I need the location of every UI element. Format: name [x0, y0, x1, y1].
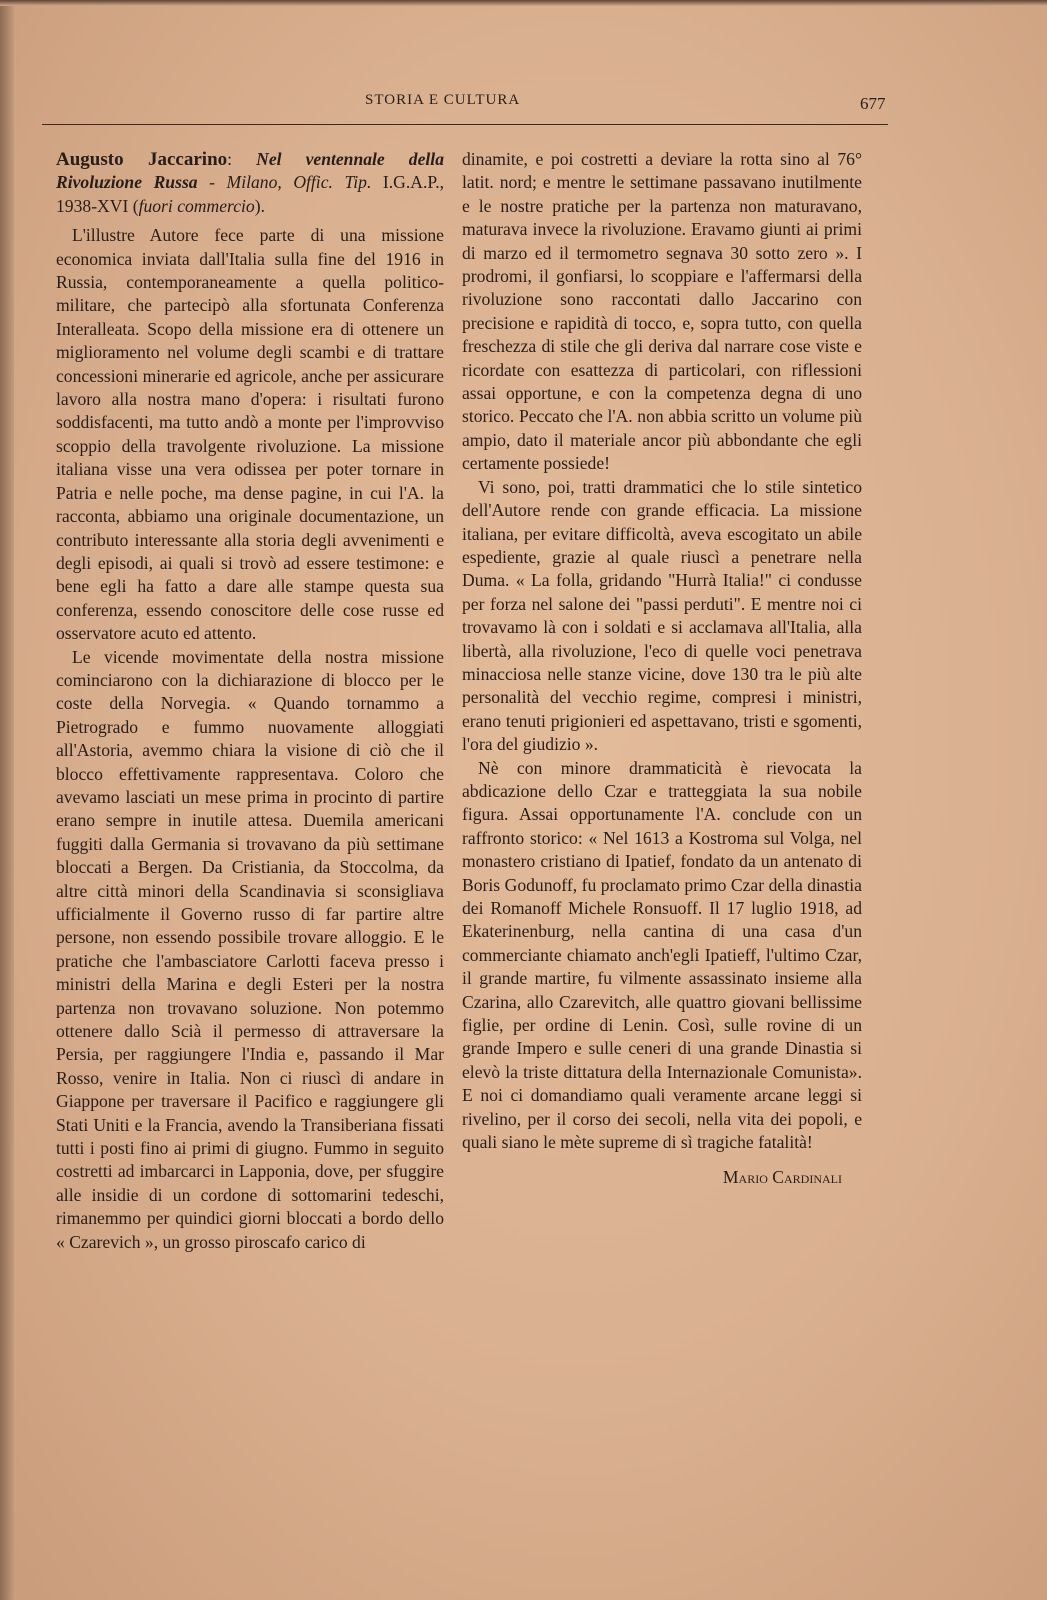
column-left	[56, 148, 444, 1254]
citation-close: ).	[254, 195, 265, 216]
paragraph: L'illustre Autore fece parte di una missione economica inviata dall'Italia sulla fine del 1916 in Russia, contemporaneamente a quella politico-militare, che partecipò alla sfortunata Conferenza Interalleata. Scopo della missione era di ottenere un miglioramento nel volume degli scambi e di trattare concessioni minerarie ed agricole, anche per assicurare lavoro alla nostra mano d'opera: i risultati furono soddisfacenti, ma tutto andò a monte per l'improvviso scoppio della travolgente rivoluzione. La missione italiana visse una vera odissea per poter tornare in Patria e nelle poche, ma dense pagine, in cui l'A. la racconta, abbiamo una originale documentazione, un contributo interessante alla storia degli avvenimenti e degli episodi, ai quali si trovò ad essere testimone: e bene egli ha fatto a dare alle stampe questa sua conferenza, essendo conoscitore delle cose russe ed osservatore acuto ed attento.	[56, 225, 444, 644]
paragraph: dinamite, e poi costretti a deviare la rotta sino al 76° latit. nord; e mentre le settimane passavano inutilmente e le nostre pratiche per la partenza non maturavano, maturava invece la rivoluzione. Eravamo giunti ai primi di marzo ed il termometro segnava 30 sotto zero ». I prodromi, il gonfiarsi, lo scoppiare e l'affermarsi della rivoluzione sono raccontati dallo Jaccarino con precisione e rapidità di tocco, e, sopra tutto, con quella freschezza di stile che gli deriva dal narrare cose viste e ricordate con esattezza di particolari, con riflessioni assai opportune, e con la competenza degna di uno storico. Peccato che l'A. non abbia scritto un volume più ampio, dato il materiale ancor più abbondante che egli certamente possiede!	[462, 149, 862, 474]
column-right	[462, 148, 862, 1190]
book-city: Milano,	[226, 172, 282, 193]
page-header	[0, 92, 1047, 118]
book-author: Augusto Jaccarino	[56, 149, 228, 170]
page-edge-left	[0, 0, 14, 1600]
header-rule	[42, 124, 888, 125]
citation-dash: -	[197, 172, 227, 193]
page-edge-top	[0, 0, 1047, 6]
paragraph: Le vicende movimentate della nostra missione cominciarono con la dichiarazione di blocco per le coste della Norvegia. « Quando tornammo a Pietrogrado e fummo nuovamente alloggiati all'Astoria, avemmo chiara la visione di ciò che il blocco effettivamente rappresentava. Coloro che avevamo lasciati un mese prima in procinto di partire erano sempre in inutile attesa. Duemila americani fuggiti dalla Germania si trovavano da più settimane bloccati a Bergen. Da Cristiania, da Stoccolma, da altre città minori della Scandinavia si sconsigliava ufficialmente il Governo russo di far partire altre persone, non essendo possibile trovare alloggio. E le pratiche che l'ambasciatore Carlotti faceva presso i ministri della Marina e degli Esteri per la nostra partenza non trovavano soluzione. Non potemmo ottenere dallo Scià il permesso di attraversare la Persia, per raggiungere l'India e, passando il Mar Rosso, venire in Italia. Non ci riuscì di andare in Giappone per traversare il Pacifico e raggiungere gli Stati Uniti e la Francia, avendo la Transiberiana fissati tutti i posti fino ai primi di giugno. Fummo in seguito costretti ad imbarcarci in Lapponia, dove, per sfuggire alle insidie di un cordone di sottomarini tedeschi, rimanemmo per quindici giorni bloccati a bordo dello « Czarevich », un grosso piroscafo carico di	[56, 646, 444, 1252]
book-note: fuori commercio	[138, 195, 255, 216]
book-publisher-it: Offic. Tip.	[293, 172, 372, 193]
running-head: STORIA E CULTURA	[365, 92, 521, 108]
book-citation	[56, 148, 444, 218]
book-title: Nel ventennale della Rivoluzione Russa	[56, 149, 444, 193]
paragraph: Vi sono, poi, tratti drammatici che lo stile sintetico dell'Autore rende con grande efficacia. La missione italiana, per evitare difficoltà, aveva escogitato un abile espediente, grazie al quale riuscì a penetrare nella Duma. « La folla, gridando "Hurrà Italia!" ci condusse per forza nel salone dei "passi perduti". E mentre noi ci trovavamo là con i soldati e si acclamava all'Italia, alla libertà, alla rivoluzione, l'eco di quelle voci penetrava minacciosa nelle stanze vicine, dove 130 tra le più alte personalità del vecchio regime, compresi i ministri, erano tenuti prigionieri ed aspettavano, tristi e sgomenti, l'ora del giudizio ».	[462, 476, 862, 755]
review-signature: Mario Cardinali	[722, 1167, 842, 1188]
page-number: 677	[860, 94, 886, 113]
book-publisher: I.G.A.P., 1938-XVI (	[56, 172, 445, 216]
citation-colon: :	[227, 149, 257, 169]
paragraph: Nè con minore drammaticità è rievocata la abdicazione dello Czar e tratteggiata la sua nobile figura. Assai opportunamente l'A. conclude con un raffronto storico: « Nel 1613 a Kostroma sul Volga, nel monastero cristiano di Ipatief, fondato da un antenato di Boris Godunoff, fu proclamato primo Czar della dinastia dei Romanoff Michele Ronsuoff. Il 17 luglio 1918, ad Ekaterinenburg, nella cantina di una casa d'un commerciante chiamato anch'egli Ipatieff, l'ultimo Czar, il grande martire, fu vilmente assassinato insieme alla Czarina, allo Czarevitch, alle quattro giovani bellissime figlie, per ordine di Lenin. Così, sulle rovine di un grande Impero e sulle ceneri di una grande Dinastia si elevò la triste dittatura della Internazionale Comunista». E noi ci domandiamo quali veramente arcane leggi si rivelino, per il corso dei secoli, nella vita dei popoli, e quali siano le mète supreme di sì tragiche fatalità!	[462, 757, 862, 1153]
